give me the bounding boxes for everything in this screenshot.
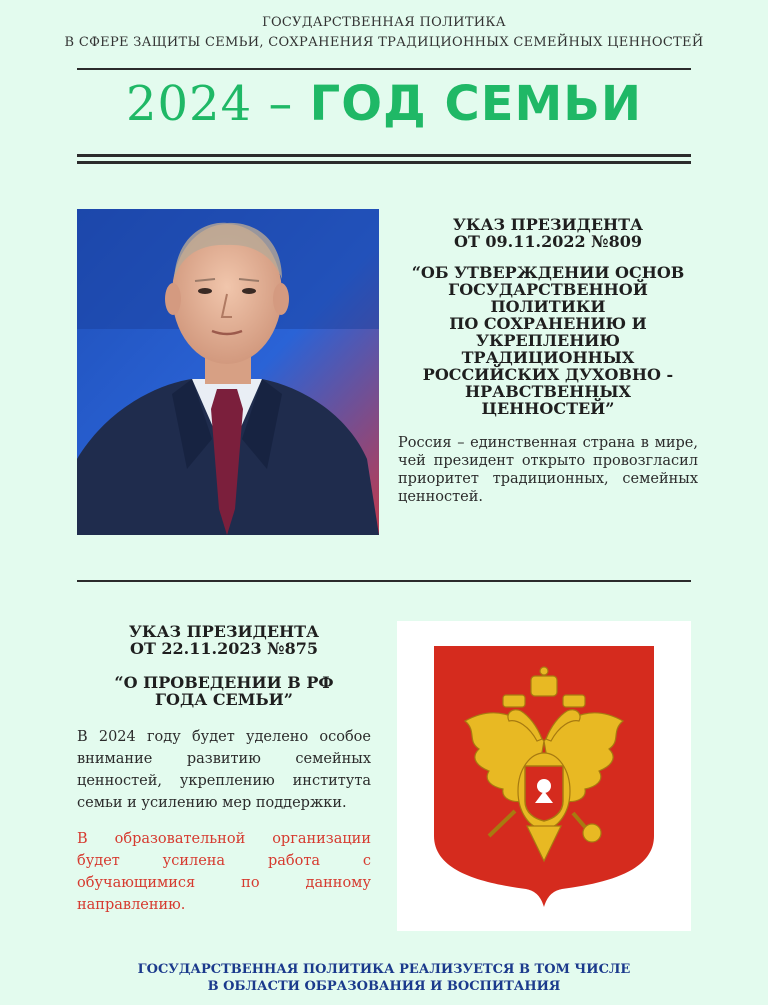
title-divider-bottom [77,161,691,164]
title-dash: – [252,76,310,132]
president-photo [77,209,379,535]
decree2-title-line2: ОТ 22.11.2023 №875 [130,639,318,658]
title-divider-top [77,154,691,157]
decree1-name-line: ТРАДИЦИОННЫХ [461,348,635,367]
decree2-description: В 2024 году будет уделено особое внимание развитию семейных ценностей, укреплению института семьи и усилению мер поддержки. [77,729,371,811]
decree2-name-line1: “О ПРОВЕДЕНИИ В РФ [114,673,334,692]
footer-line-2: В ОБЛАСТИ ОБРАЗОВАНИЯ И ВОСПИТАНИЯ [207,979,561,994]
header-line-2: В СФЕРЕ ЗАЩИТЫ СЕМЬИ, СОХРАНЕНИЯ ТРАДИЦИОННЫХ СЕМЕЙНЫХ ЦЕННОСТЕЙ [64,35,704,50]
decree1-block [398,216,698,506]
decree1-name-line: ПО СОХРАНЕНИЮ И [449,314,647,333]
decree1-title-line2: ОТ 09.11.2022 №809 [454,232,642,251]
decree1-title-line1: УКАЗ ПРЕЗИДЕНТА [452,215,644,234]
decree2-block [77,623,371,916]
footer-line-1: ГОСУДАРСТВЕННАЯ ПОЛИТИКА РЕАЛИЗУЕТСЯ В ТОМ ЧИСЛЕ [137,962,631,977]
header-line-1: ГОСУДАРСТВЕННАЯ ПОЛИТИКА [262,15,506,30]
decree1-name-line: ЦЕННОСТЕЙ” [481,399,615,418]
decree2-name-line2: ГОДА СЕМЬИ” [155,690,293,709]
decree1-name-line: НРАВСТВЕННЫХ [465,382,631,401]
coat-of-arms-icon [397,621,691,931]
school-highlight-text: В образовательной организации будет усилена работа с обучающимися по данному направлению. [77,831,371,913]
decree2-title-line1: УКАЗ ПРЕЗИДЕНТА [128,622,320,641]
decree1-name-line: РОССИЙСКИХ ДУХОВНО - [422,365,674,384]
decree1-name-line: УКРЕПЛЕНИЮ [475,331,621,350]
middle-divider [77,580,691,582]
decree1-name-line: ПОЛИТИКИ [490,297,606,316]
top-divider [77,68,691,70]
portrait-illustration [77,209,379,535]
title-text: ГОД СЕМЬИ [309,76,643,132]
coat-of-arms-panel [397,621,691,931]
decree1-name-line: “ОБ УТВЕРЖДЕНИИ ОСНОВ [411,263,685,282]
title-year: 2024 [125,76,253,132]
decree1-description: Россия – единственная страна в мире, чей президент открыто провозгласил приоритет традиционных, семейных ценностей. [398,435,698,505]
page-title [0,76,768,132]
decree1-name-line: ГОСУДАРСТВЕННОЙ [448,280,648,299]
